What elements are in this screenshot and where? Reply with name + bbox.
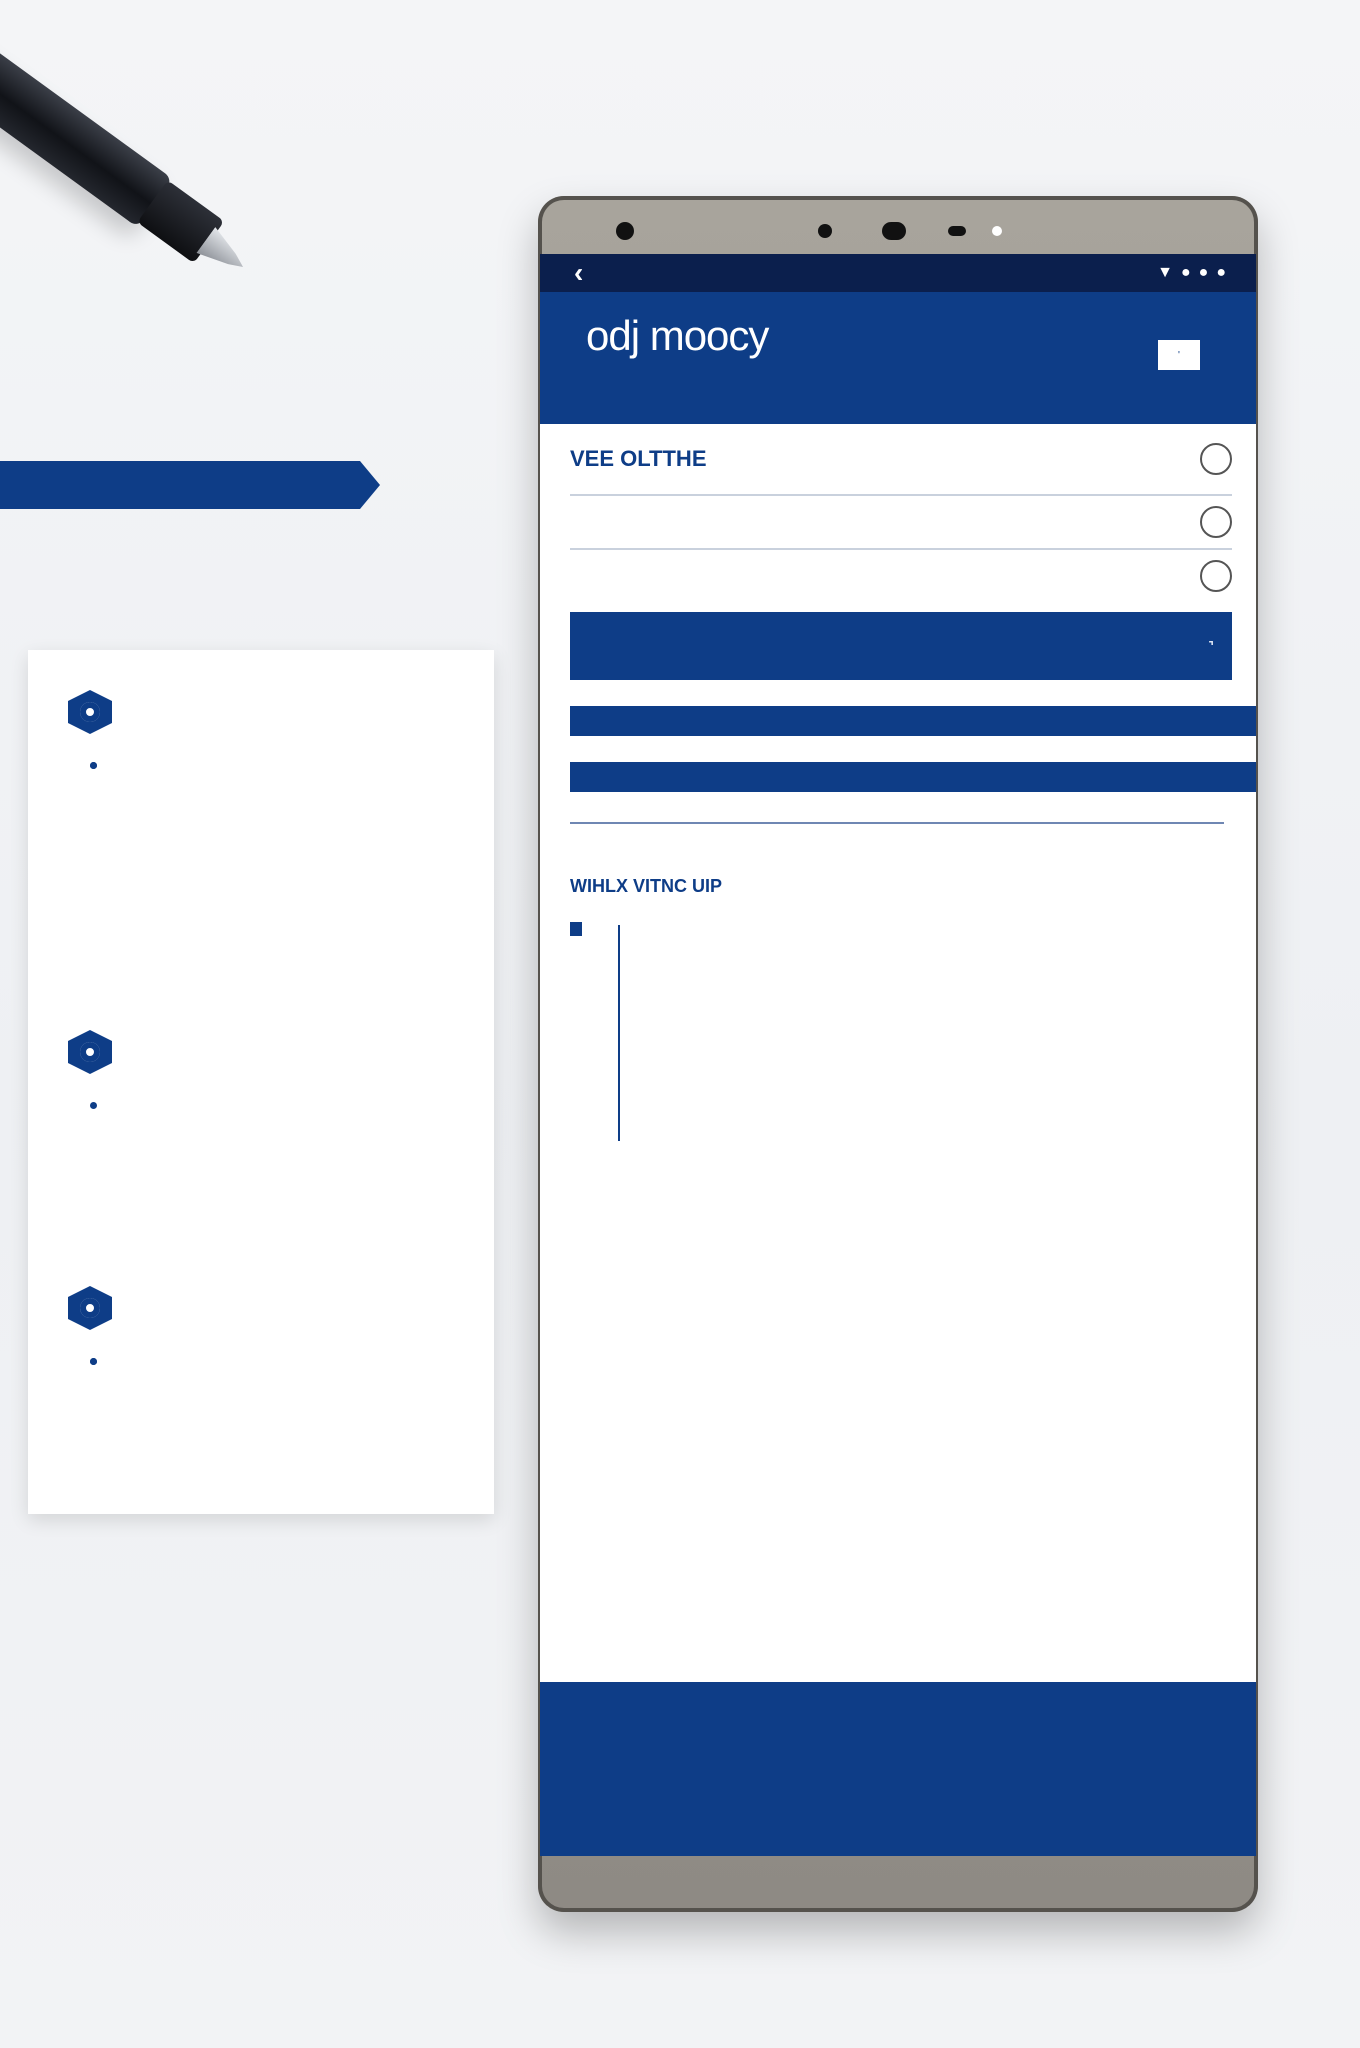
phone-top-bezel bbox=[538, 196, 1258, 256]
paper-card bbox=[28, 650, 494, 1514]
timeline-note bbox=[570, 921, 1232, 935]
phone-bottom-bezel bbox=[538, 1856, 1258, 1912]
app-header bbox=[540, 292, 1256, 424]
header-action-button[interactable]: ' bbox=[1158, 340, 1200, 370]
checklist-row[interactable] bbox=[570, 496, 1232, 550]
card-section-head bbox=[68, 1286, 468, 1330]
card-section-1 bbox=[68, 690, 468, 752]
phone-screen bbox=[540, 254, 1256, 1856]
card-section-3 bbox=[68, 1286, 468, 1348]
ribbon-tag bbox=[0, 461, 380, 509]
header-nav bbox=[1056, 340, 1200, 370]
checklist-row[interactable] bbox=[570, 550, 1232, 602]
eye-badge-icon bbox=[68, 1030, 112, 1074]
sensor bbox=[818, 224, 832, 238]
tag-badge bbox=[570, 922, 582, 936]
pen bbox=[0, 0, 296, 323]
info-box bbox=[570, 762, 1256, 792]
eye-badge-icon bbox=[68, 690, 112, 734]
corner-arrow-icon: ⌝ bbox=[1208, 639, 1214, 653]
radio-button[interactable] bbox=[1200, 443, 1232, 475]
back-arrow-icon[interactable]: ‹ bbox=[574, 257, 584, 288]
radio-button[interactable] bbox=[1200, 560, 1232, 592]
wifi-icon: ● bbox=[1180, 264, 1191, 281]
screen-content bbox=[540, 424, 1256, 935]
phone-device bbox=[538, 196, 1258, 1912]
pen-barrel bbox=[0, 3, 173, 228]
expand-section-bar[interactable] bbox=[570, 612, 1232, 680]
speaker bbox=[882, 222, 906, 240]
sensor bbox=[948, 226, 966, 236]
radio-button[interactable] bbox=[1200, 506, 1232, 538]
checklist-title: VEE OLTTHE bbox=[570, 446, 707, 471]
status-icons bbox=[1157, 264, 1226, 282]
checklist-header bbox=[570, 424, 1232, 496]
status-bar bbox=[540, 254, 1256, 292]
folder-badge-icon bbox=[68, 1286, 112, 1330]
front-camera bbox=[616, 222, 634, 240]
app-logo[interactable]: odj moocy bbox=[586, 312, 769, 359]
card-section-head bbox=[68, 1030, 468, 1074]
app-footer bbox=[540, 1682, 1256, 1856]
divider bbox=[570, 822, 1224, 824]
card-section-2 bbox=[68, 1030, 468, 1092]
battery-icon: ● bbox=[1198, 264, 1209, 281]
signal-icon: ▼ bbox=[1157, 264, 1173, 281]
status-dot-icon: ● bbox=[1216, 264, 1226, 281]
led-indicator bbox=[992, 226, 1002, 236]
section-title: WIHLX VITNC UIP bbox=[570, 876, 722, 896]
info-box bbox=[570, 706, 1256, 736]
card-section-head bbox=[68, 690, 468, 734]
